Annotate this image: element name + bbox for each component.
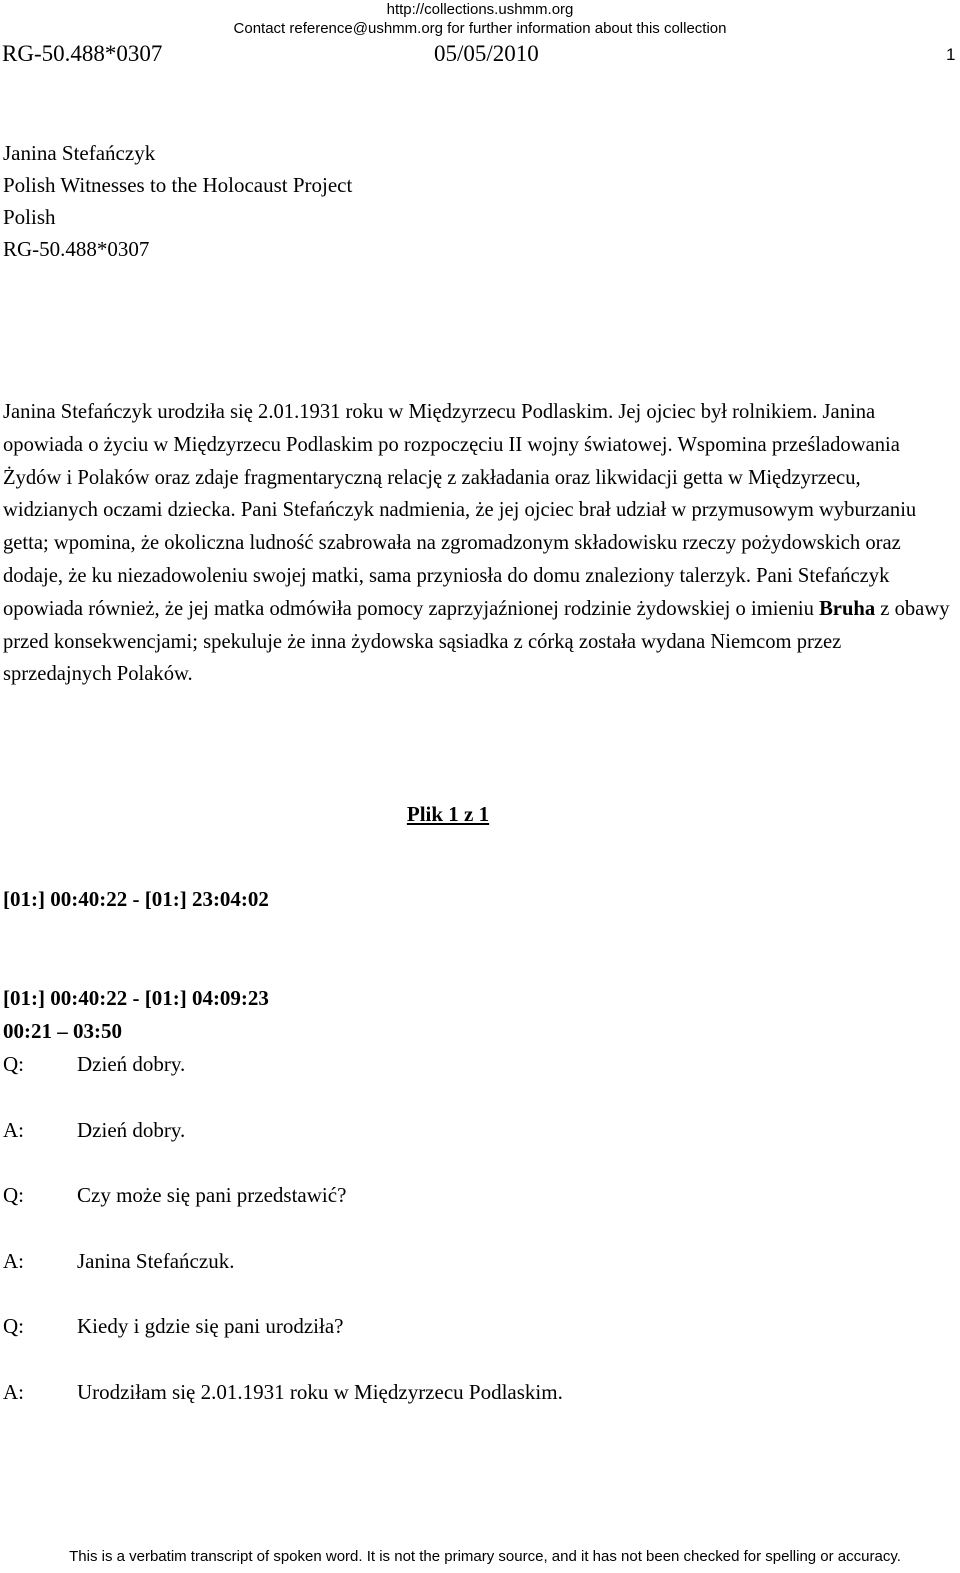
interviewee-name: Janina Stefańczyk — [3, 141, 156, 165]
dialogue-label: Q: — [3, 1183, 24, 1207]
dialogue-text: Urodziłam się 2.01.1931 roku w Międzyrzecu Podlaskim. — [77, 1380, 563, 1404]
header-date: 05/05/2010 — [434, 41, 539, 66]
summary-bold-name: Bruha — [819, 597, 876, 620]
page-number: 1 — [946, 45, 956, 64]
dialogue-label: A: — [3, 1249, 24, 1273]
header-document-id: RG-50.488*0307 — [2, 41, 163, 66]
dialogue-text: Kiedy i gdzie się pani urodziła? — [77, 1314, 344, 1338]
dialogue-label: A: — [3, 1118, 24, 1142]
dialogue-label: A: — [3, 1380, 24, 1404]
summary-text: Janina Stefańczyk urodziła się 2.01.1931 roku w Międzyrzecu Podlaskim. Jej ojciec był rolnikiem. Janina opowiada o życiu w Międzyrzecu Podlaskim po rozpoczęciu II wojny światowej. Wspomina prześladowania Żydów i Polaków oraz zdaje fragmentaryczną relację z zakładania oraz likwidacji getta w Międzyrzecu, widzianych oczami dziecka. Pani Stefańczyk nadmienia, że jej ojciec brał udział w przymusowym wyburzaniu getta; wpomina, że okoliczna ludność szabrowała na zgromadzonym składowisku rzeczy pożydowskich oraz dodaje, że ku niezadowoleniu swojej matki, sama przyniosła do domu znaleziony talerzyk. Pani Stefańczyk opowiada również, że jej matka odmówiła pomocy zaprzyjaźnionej rodzinie żydowskiej o imieniu — [3, 401, 917, 620]
summary-text-end: z obawy przed konsekwencjami; spekuluje że inna żydowska sąsiadka z córką została wydana Niemcom przez sprzedajnych Polaków. — [3, 597, 950, 686]
verbatim-disclaimer: This is a verbatim transcript of spoken word. It is not the primary source, and it has not been checked for spelling or accuracy. — [69, 1548, 901, 1565]
interview-language: Polish — [3, 205, 56, 229]
segment-timecode: [01:] 00:40:22 - [01:] 04:09:23 — [3, 986, 269, 1010]
dialogue-text: Janina Stefańczuk. — [77, 1249, 235, 1273]
record-id: RG-50.488*0307 — [3, 237, 150, 261]
file-heading: Plik 1 z 1 — [406, 802, 490, 826]
dialogue-text: Czy może się pani przedstawić? — [77, 1183, 347, 1207]
contact-note: Contact reference@ushmm.org for further information about this collection — [233, 20, 727, 37]
dialogue-text: Dzień dobry. — [77, 1052, 186, 1076]
segment-time-range: 00:21 – 03:50 — [3, 1019, 122, 1043]
dialogue-text: Dzień dobry. — [77, 1118, 186, 1142]
collection-url: http://collections.ushmm.org — [386, 1, 574, 18]
full-timecode: [01:] 00:40:22 - [01:] 23:04:02 — [3, 887, 269, 911]
dialogue-label: Q: — [3, 1052, 24, 1076]
interview-summary — [3, 396, 955, 691]
dialogue-label: Q: — [3, 1314, 24, 1338]
project-name: Polish Witnesses to the Holocaust Project — [3, 173, 353, 197]
